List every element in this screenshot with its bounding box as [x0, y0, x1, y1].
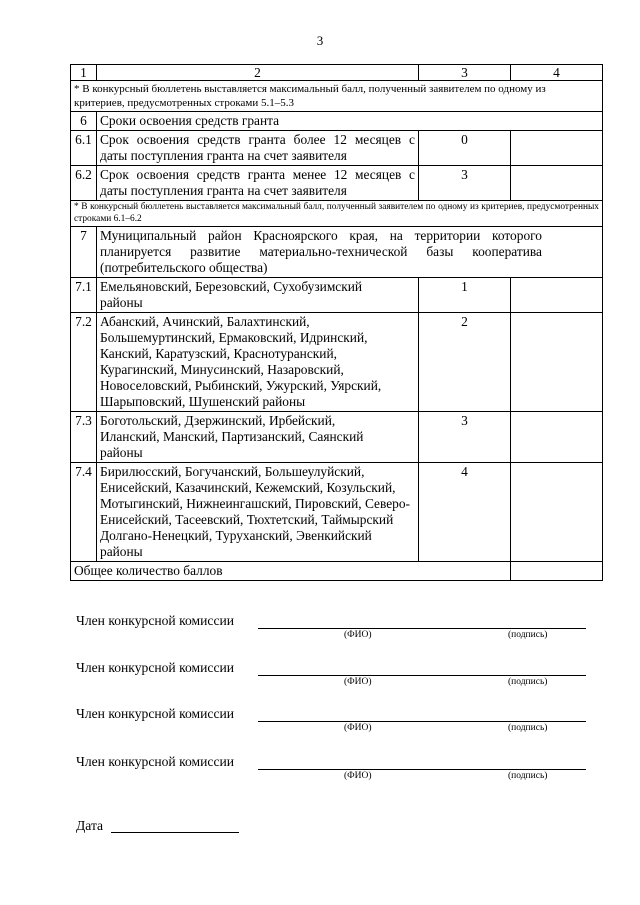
date-row [76, 818, 276, 838]
row-6-1-line-2: даты поступления гранта на счет заявителя [100, 148, 347, 163]
signature-label: Член конкурсной комиссии [76, 754, 235, 769]
row-6-1-score: 0 [419, 131, 511, 166]
signature-caption: (подпись) [508, 771, 548, 781]
row-6-2-entry[interactable] [511, 166, 603, 201]
note-row-top [71, 81, 603, 112]
row-6-2-line-1: Срок освоения средств гранта менее 12 месяцев с [100, 167, 415, 182]
page-number: 3 [316, 33, 324, 48]
signature-label: Член конкурсной комиссии [76, 660, 235, 675]
section-7-title: Муниципальный район Красноярского края, на территории которого планируется развитие материально-технической базы кооператива (потребительского общества) [97, 227, 603, 278]
row-6-1 [71, 131, 603, 166]
section-6-number: 6 [71, 112, 97, 131]
table-header-row [71, 65, 603, 81]
row-6-2 [71, 166, 603, 201]
signature-field[interactable] [456, 721, 586, 722]
row-7-4 [71, 463, 603, 562]
row-7-4-number: 7.4 [71, 463, 97, 562]
section-6-row [71, 112, 603, 131]
total-entry[interactable] [511, 562, 603, 581]
fio-caption: (ФИО) [344, 723, 372, 733]
signature-row-4 [76, 754, 606, 788]
note-top: * В конкурсный бюллетень выставляется максимальный балл, полученный заявителем по одному из критериев, предусмотренных строками 5.1–5.3 [71, 81, 603, 112]
row-6-1-line-1: Срок освоения средств гранта более 12 месяцев с [100, 132, 415, 147]
row-7-3-districts: Боготольский, Дзержинский, Ирбейский, Иланский, Манский, Партизанский, Саянский районы [97, 412, 419, 463]
note-mid: * В конкурсный бюллетень выставляется максимальный балл, полученный заявителем по одному из критериев, предусмотренных строками 6.1–6.2 [71, 201, 603, 227]
date-label: Дата [76, 818, 104, 833]
total-label: Общее количество баллов [71, 562, 511, 581]
section-7-row [71, 227, 603, 278]
signature-row-2 [76, 660, 606, 694]
signature-caption: (подпись) [508, 630, 548, 640]
row-6-1-number: 6.1 [71, 131, 97, 166]
row-6-2-criterion [97, 166, 419, 201]
row-7-2-districts: Абанский, Ачинский, Балахтинский, Большемуртинский, Ермаковский, Идринский, Канский, Каратузский, Краснотуранский, Курагинский, Минусинский, Назаровский, Новоселовский, Рыбинский, Ужурский, Уярский, Шарыповский, Шушенский районы [97, 313, 419, 412]
row-7-1-number: 7.1 [71, 278, 97, 313]
row-6-2-line-2: даты поступления гранта на счет заявителя [100, 183, 347, 198]
row-6-2-number: 6.2 [71, 166, 97, 201]
signature-caption: (подпись) [508, 677, 548, 687]
row-6-1-entry[interactable] [511, 131, 603, 166]
signature-caption: (подпись) [508, 723, 548, 733]
section-7-number: 7 [71, 227, 97, 278]
row-7-4-score: 4 [419, 463, 511, 562]
row-7-2 [71, 313, 603, 412]
row-7-4-entry[interactable] [511, 463, 603, 562]
date-field[interactable] [111, 832, 239, 833]
signature-row-3 [76, 706, 606, 740]
signature-row-1 [76, 613, 606, 647]
row-7-3-number: 7.3 [71, 412, 97, 463]
header-col-3: 3 [419, 65, 511, 81]
fio-caption: (ФИО) [344, 630, 372, 640]
row-7-2-score: 2 [419, 313, 511, 412]
scoring-table [70, 64, 603, 581]
signature-label: Член конкурсной комиссии [76, 613, 235, 628]
row-7-3-entry[interactable] [511, 412, 603, 463]
row-7-1-districts: Емельяновский, Березовский, Сухобузимский районы [97, 278, 419, 313]
fio-caption: (ФИО) [344, 771, 372, 781]
row-7-1 [71, 278, 603, 313]
row-7-4-districts: Бирилюсский, Богучанский, Большеулуйский, Енисейский, Казачинский, Кежемский, Козульский, Мотыгинский, Нижнеингашский, Пировский, Северо-Енисейский, Тасеевский, Тюхтетский, Таймырский Долгано-Ненецкий, Туруханский, Эвенкийский районы [97, 463, 419, 562]
total-row [71, 562, 603, 581]
row-7-3-score: 3 [419, 412, 511, 463]
row-7-2-entry[interactable] [511, 313, 603, 412]
row-7-1-entry[interactable] [511, 278, 603, 313]
fio-caption: (ФИО) [344, 677, 372, 687]
row-7-3 [71, 412, 603, 463]
row-7-1-score: 1 [419, 278, 511, 313]
header-col-4: 4 [511, 65, 603, 81]
row-7-2-number: 7.2 [71, 313, 97, 412]
section-6-title: Сроки освоения средств гранта [97, 112, 603, 131]
note-row-mid [71, 201, 603, 227]
signature-label: Член конкурсной комиссии [76, 706, 235, 721]
signature-field[interactable] [456, 675, 586, 676]
signature-field[interactable] [456, 628, 586, 629]
header-col-1: 1 [71, 65, 97, 81]
row-6-1-criterion [97, 131, 419, 166]
row-6-2-score: 3 [419, 166, 511, 201]
header-col-2: 2 [97, 65, 419, 81]
signature-field[interactable] [456, 769, 586, 770]
